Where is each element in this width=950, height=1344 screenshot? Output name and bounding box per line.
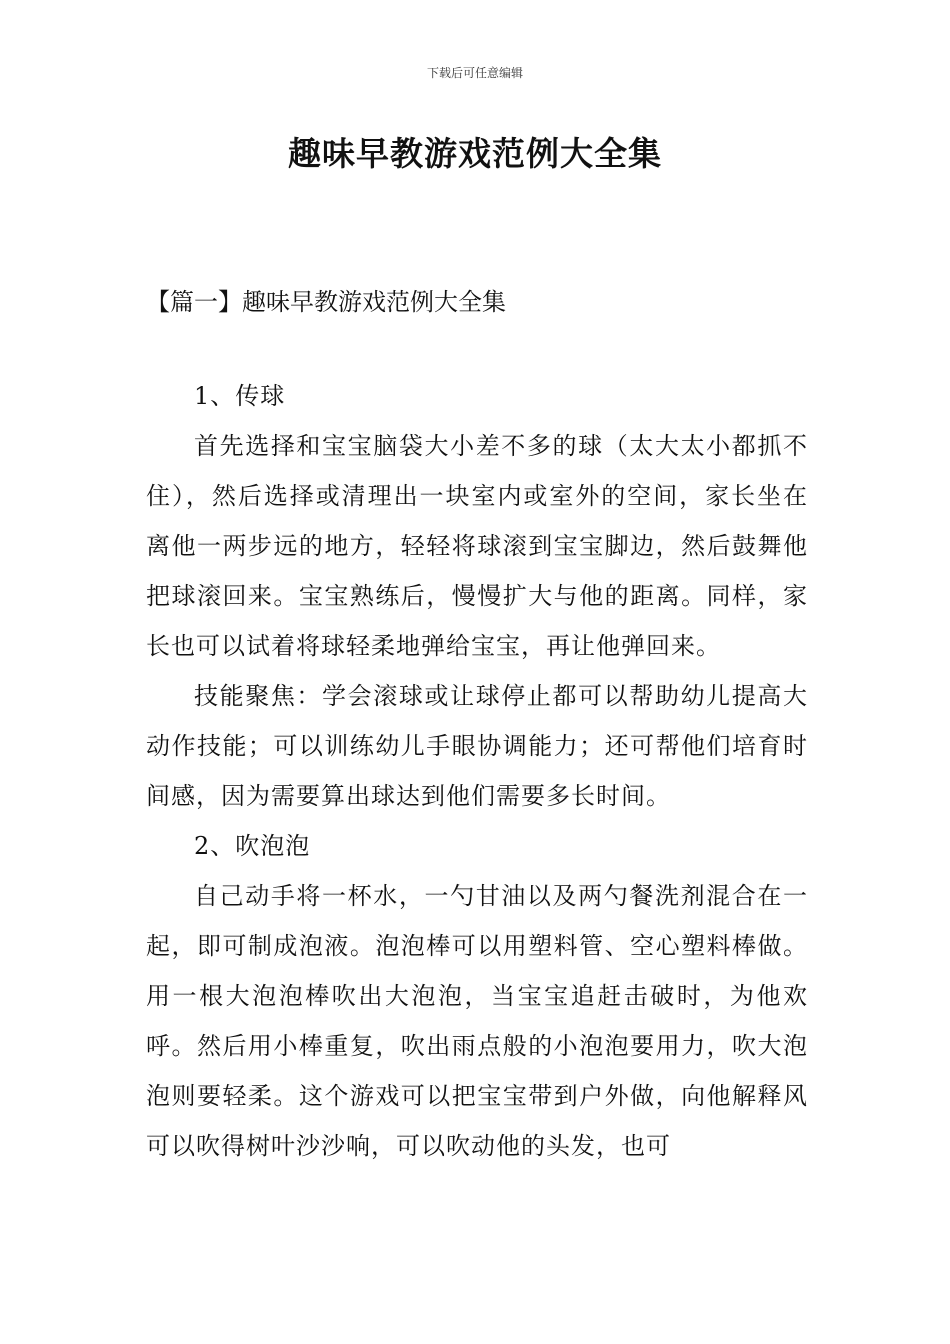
document-title: 趣味早教游戏范例大全集 xyxy=(288,134,662,173)
header-note: 下载后可任意编辑 xyxy=(426,66,523,80)
paragraph-pass-ball-skills: 技能聚焦：学会滚球或让球停止都可以帮助幼儿提高大动作技能；可以训练幼儿手眼协调能力；还可帮他们培育时间感，因为需要算出球达到他们需要多长时间。 xyxy=(146,682,808,810)
item-title-bubbles: 2、吹泡泡 xyxy=(194,832,311,860)
paragraph-bubbles-description: 自己动手将一杯水，一勺甘油以及两勺餐洗剂混合在一起，即可制成泡液。泡泡棒可以用塑料管、空心塑料棒做。用一根大泡泡棒吹出大泡泡，当宝宝追赶击破时，为他欢呼。然后用小棒重复，吹出雨点般的小泡泡要用力，吹大泡泡则要轻柔。这个游戏可以把宝宝带到户外做，向他解释风可以吹得树叶沙沙响，可以吹动他的头发，也可 xyxy=(146,882,808,1160)
document-body xyxy=(146,371,808,1171)
item-title-pass-ball: 1、传球 xyxy=(194,382,286,410)
paragraph-pass-ball-description: 首先选择和宝宝脑袋大小差不多的球（太大太小都抓不住），然后选择或清理出一块室内或室外的空间，家长坐在离他一两步远的地方，轻轻将球滚到宝宝脚边，然后鼓舞他把球滚回来。宝宝熟练后，慢慢扩大与他的距离。同样，家长也可以试着将球轻柔地弹给宝宝，再让他弹回来。 xyxy=(146,432,808,660)
section-heading: 【篇一】趣味早教游戏范例大全集 xyxy=(146,288,506,316)
